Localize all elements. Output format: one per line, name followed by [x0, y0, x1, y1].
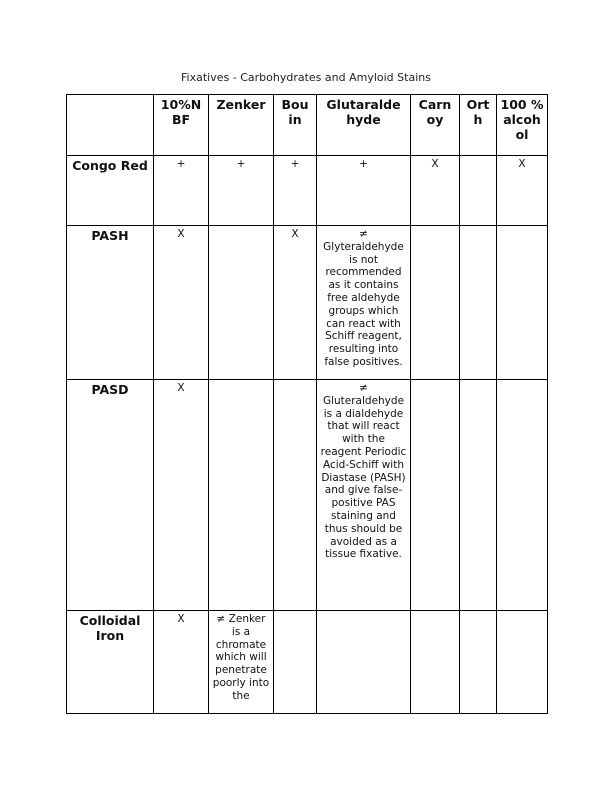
table-row — [67, 156, 548, 226]
cell-note: ≠ Gluteraldehyde is a dialdehyde that will react with the reagent Periodic Acid-Schiff with Diastase (PASH) and give false-positive PAS staining and thus should be avoided as a tissue fixative. — [317, 380, 411, 611]
row-label-colloidal-iron: Colloidal Iron — [67, 611, 154, 714]
cell: X — [154, 226, 209, 380]
cell — [460, 380, 497, 611]
cell-note: ≠ Glyteraldehyde is not recommended as it contains free aldehyde groups which can react with Schiff reagent, resulting into false positives. — [317, 226, 411, 380]
table-row — [67, 380, 548, 611]
cell-note: ≠ Zenker is a chromate which will penetrate poorly into the — [209, 611, 274, 714]
cell — [497, 611, 548, 714]
row-label-congo-red: Congo Red — [67, 156, 154, 226]
cell: X — [154, 380, 209, 611]
cell — [460, 611, 497, 714]
cell — [209, 380, 274, 611]
cell — [460, 156, 497, 226]
header-row — [67, 95, 548, 156]
document-title: Fixatives - Carbohydrates and Amyloid Stains — [181, 71, 431, 84]
header-zenker: Zenker — [209, 95, 274, 156]
cell: + — [209, 156, 274, 226]
cell: + — [154, 156, 209, 226]
cell: X — [154, 611, 209, 714]
header-corner — [67, 95, 154, 156]
cell — [497, 380, 548, 611]
cell — [274, 380, 317, 611]
cell — [209, 226, 274, 380]
fixatives-table — [66, 94, 548, 714]
cell: X — [411, 156, 460, 226]
cell: X — [274, 226, 317, 380]
header-bouin: Bou in — [274, 95, 317, 156]
table-row — [67, 611, 548, 714]
header-carnoy: Carn oy — [411, 95, 460, 156]
header-100-alcohol: 100 % alcoh ol — [497, 95, 548, 156]
table-row — [67, 226, 548, 380]
cell: + — [317, 156, 411, 226]
header-orth: Ort h — [460, 95, 497, 156]
header-10nbf: 10%N BF — [154, 95, 209, 156]
cell — [411, 226, 460, 380]
row-label-pasd: PASD — [67, 380, 154, 611]
cell — [497, 226, 548, 380]
cell — [411, 380, 460, 611]
cell: X — [497, 156, 548, 226]
cell: + — [274, 156, 317, 226]
cell — [411, 611, 460, 714]
row-label-pash: PASH — [67, 226, 154, 380]
cell — [317, 611, 411, 714]
cell — [274, 611, 317, 714]
cell — [460, 226, 497, 380]
header-glutaraldehyde: Glutaralde hyde — [317, 95, 411, 156]
